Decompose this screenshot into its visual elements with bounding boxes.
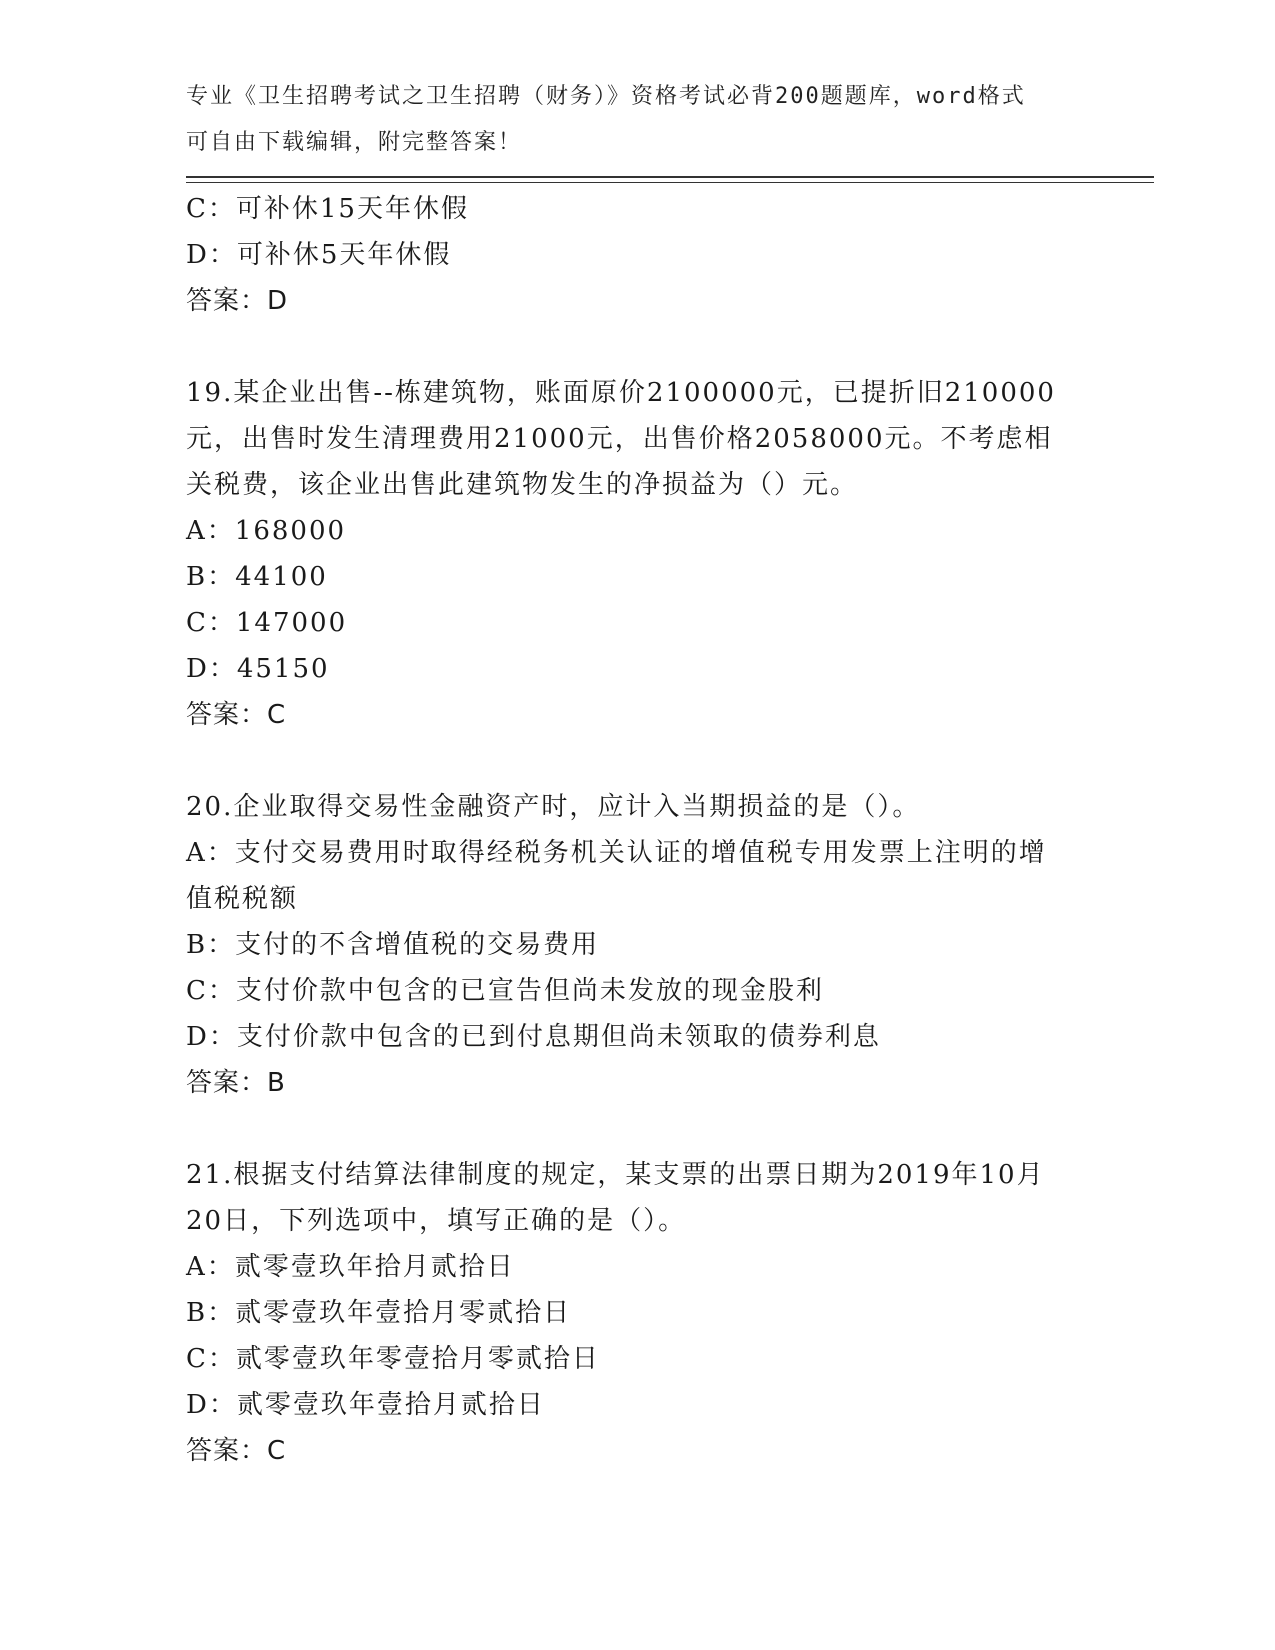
option-d: D：可补休5天年休假 [186, 240, 452, 270]
spacer [186, 1106, 1086, 1152]
option-a: A：支付交易费用时取得经税务机关认证的增值税专用发票上注明的增 [186, 838, 1047, 868]
answer-line: 答案：C [186, 1436, 287, 1466]
header-divider-thick [186, 176, 1154, 178]
header-divider-thin [186, 182, 1154, 183]
question-21 [186, 1152, 1086, 1474]
option-d: D：支付价款中包含的已到付息期但尚未领取的债券利息 [186, 1022, 881, 1052]
answer-line: 答案：C [186, 700, 287, 730]
option-d: D：贰零壹玖年壹拾月贰拾日 [186, 1390, 545, 1420]
header-line-2: 可自由下载编辑，附完整答案！ [186, 130, 523, 155]
spacer [186, 324, 1086, 370]
option-b: B：贰零壹玖年壹拾月零贰拾日 [186, 1298, 572, 1328]
option-c: C：可补休15天年休假 [186, 194, 469, 224]
option-d: D：45150 [186, 654, 330, 684]
previous-question-tail [186, 186, 1086, 324]
option-a: A：贰零壹玖年拾月贰拾日 [186, 1252, 515, 1282]
question-stem-line: 20.企业取得交易性金融资产时，应计入当期损益的是（）。 [186, 792, 921, 822]
answer-line: 答案：B [186, 1068, 286, 1098]
option-a: A：168000 [186, 516, 347, 546]
option-b: B：44100 [186, 562, 328, 592]
answer-line: 答案：D [186, 286, 289, 316]
option-c: C：贰零壹玖年零壹拾月零贰拾日 [186, 1344, 600, 1374]
header-line-1: 专业《卫生招聘考试之卫生招聘（财务）》资格考试必背200题题库，word格式 [186, 84, 1026, 109]
question-stem-line: 19.某企业出售--栋建筑物，账面原价2100000元，已提折旧210000 [186, 378, 1056, 408]
question-20 [186, 784, 1086, 1106]
question-19 [186, 370, 1086, 738]
option-c: C：147000 [186, 608, 348, 638]
question-stem-line: 21.根据支付结算法律制度的规定，某支票的出票日期为2019年10月 [186, 1160, 1045, 1190]
document-header [186, 74, 1066, 166]
question-stem-line: 20日，下列选项中，填写正确的是（）。 [186, 1206, 687, 1236]
question-stem-line: 关税费，该企业出售此建筑物发生的净损益为（）元。 [186, 470, 859, 500]
option-a-continued: 值税税额 [186, 884, 299, 914]
question-stem-line: 元，出售时发生清理费用21000元，出售价格2058000元。不考虑相 [186, 424, 1053, 454]
spacer [186, 738, 1086, 784]
option-b: B：支付的不含增值税的交易费用 [186, 930, 600, 960]
question-content [186, 186, 1086, 1474]
option-c: C：支付价款中包含的已宣告但尚未发放的现金股利 [186, 976, 824, 1006]
